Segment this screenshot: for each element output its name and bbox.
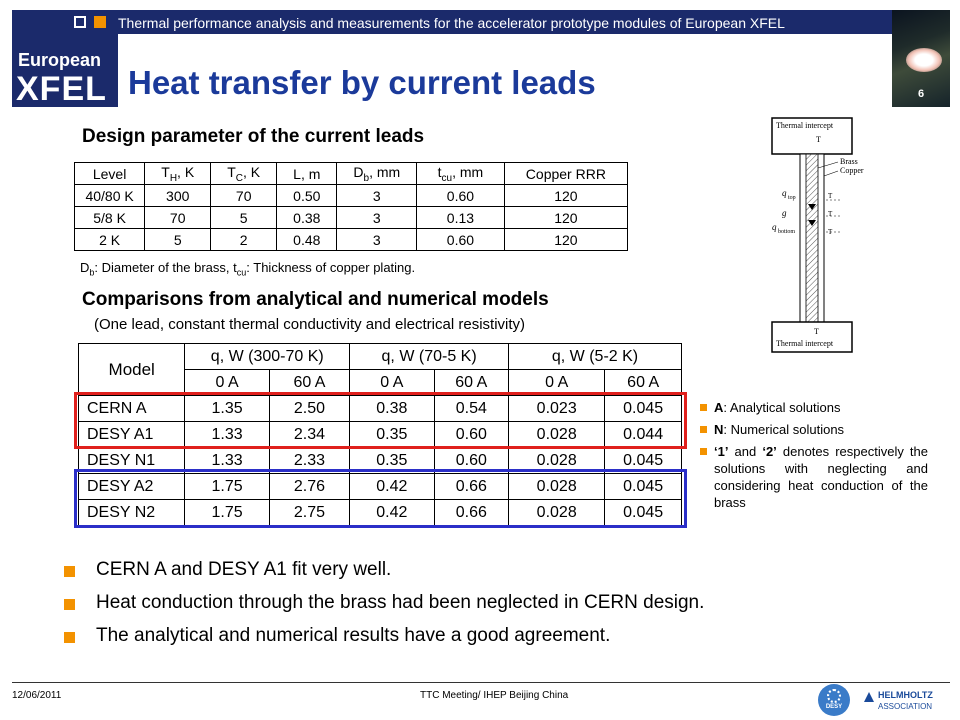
cell: 0.044 bbox=[605, 422, 682, 448]
logo-square-icon bbox=[94, 16, 106, 28]
note-text: : Diameter of the brass, t bbox=[94, 260, 237, 275]
bullet-icon bbox=[700, 426, 707, 433]
footer-divider bbox=[12, 682, 950, 683]
cell: 2.33 bbox=[269, 448, 349, 474]
cell: 0.045 bbox=[605, 396, 682, 422]
cell: 1.33 bbox=[185, 448, 269, 474]
group-header: q, W (300-70 K) bbox=[185, 344, 350, 370]
bullet-text: Heat conduction through the brass had been neglected in CERN design. bbox=[96, 592, 705, 613]
comparison-subheading: (One lead, constant thermal conductivity and electrical resistivity) bbox=[94, 316, 526, 333]
header-subtitle: Thermal performance analysis and measurements for the accelerator prototype modules of European XFEL bbox=[118, 15, 785, 31]
model-cell: DESY A2 bbox=[79, 474, 185, 500]
cell: 3 bbox=[337, 185, 417, 207]
cell: 0.35 bbox=[350, 422, 434, 448]
highlight-red-box bbox=[74, 392, 687, 449]
table-header-row bbox=[79, 344, 682, 370]
cell: 0.028 bbox=[509, 500, 605, 526]
cell: 0.50 bbox=[277, 185, 337, 207]
highlight-blue-box bbox=[74, 469, 687, 528]
note-text: denotes respectively the solutions with neglecting and considering heat conduction of the brass bbox=[714, 444, 928, 510]
q-top-sub: top bbox=[788, 195, 796, 201]
cell: 0.42 bbox=[350, 474, 434, 500]
design-heading: Design parameter of the current leads bbox=[82, 126, 425, 147]
cell: 0.13 bbox=[417, 207, 505, 229]
cell: 5 bbox=[211, 207, 277, 229]
col-rrr: Copper RRR bbox=[504, 163, 627, 185]
cell: 0.60 bbox=[417, 229, 505, 251]
current-header: 0 A bbox=[350, 370, 434, 396]
cell: 120 bbox=[504, 207, 627, 229]
cell: 0.028 bbox=[509, 474, 605, 500]
cell: 0.028 bbox=[509, 448, 605, 474]
note-text: D bbox=[80, 260, 90, 275]
side-note-n bbox=[714, 421, 928, 438]
cell: 70 bbox=[211, 185, 277, 207]
table-row bbox=[75, 207, 628, 229]
cell: 0.66 bbox=[434, 500, 508, 526]
note-key: ‘2’ bbox=[762, 444, 777, 459]
cell: 0.38 bbox=[350, 396, 434, 422]
note-text: : Numerical solutions bbox=[723, 422, 845, 437]
cell: 0.028 bbox=[509, 422, 605, 448]
comparison-heading: Comparisons from analytical and numerical models bbox=[82, 289, 549, 310]
model-header: Model bbox=[79, 344, 185, 396]
current-header: 60 A bbox=[605, 370, 682, 396]
t-label: T bbox=[828, 228, 833, 236]
cell: 3 bbox=[337, 207, 417, 229]
model-cell: DESY N1 bbox=[79, 448, 185, 474]
desy-text: DESY bbox=[825, 704, 843, 710]
note-sub: cu bbox=[236, 267, 247, 278]
bullet-icon bbox=[64, 599, 75, 610]
q-bottom-sub: bottom bbox=[778, 229, 796, 235]
bullet-icon bbox=[64, 632, 75, 643]
col-db: $D_b$, mm bbox=[337, 163, 417, 185]
cell: 1.33 bbox=[185, 422, 269, 448]
helmholtz-logo-icon bbox=[862, 690, 876, 704]
cell: 0.66 bbox=[434, 474, 508, 500]
cell: 2.76 bbox=[269, 474, 349, 500]
logo-text-xfel: XFEL bbox=[16, 70, 107, 108]
note-sub: b bbox=[89, 267, 95, 278]
current-header: 0 A bbox=[509, 370, 605, 396]
cell: 40/80 K bbox=[75, 185, 145, 207]
group-header: q, W (5-2 K) bbox=[509, 344, 682, 370]
current-header: 60 A bbox=[434, 370, 508, 396]
side-note-12 bbox=[714, 443, 928, 511]
t-top-label: T bbox=[816, 135, 821, 144]
cell: 120 bbox=[504, 185, 627, 207]
side-note-a bbox=[714, 399, 928, 416]
cell: 1.75 bbox=[185, 500, 269, 526]
bullet-text: The analytical and numerical results have a good agreement. bbox=[96, 625, 611, 646]
bullet-icon bbox=[700, 404, 707, 411]
cell: 70 bbox=[145, 207, 211, 229]
cell: 1.35 bbox=[185, 396, 269, 422]
table-header-row bbox=[75, 163, 628, 185]
desy-logo bbox=[818, 684, 850, 716]
table-row bbox=[75, 229, 628, 251]
cell: 0.60 bbox=[417, 185, 505, 207]
footer-date: 12/06/2011 bbox=[12, 690, 62, 701]
cell: 3 bbox=[337, 229, 417, 251]
cell: 0.60 bbox=[434, 448, 508, 474]
design-table bbox=[74, 162, 628, 251]
note-key: A bbox=[714, 400, 724, 415]
cell: 0.023 bbox=[509, 396, 605, 422]
cell: 120 bbox=[504, 229, 627, 251]
cell: 2.75 bbox=[269, 500, 349, 526]
bottom-intercept-label: Thermal intercept bbox=[776, 339, 834, 348]
association-text: ASSOCIATION bbox=[878, 702, 933, 711]
cell: 0.38 bbox=[277, 207, 337, 229]
desy-dots-icon bbox=[827, 689, 841, 703]
cell: 0.60 bbox=[434, 422, 508, 448]
col-tcu: $t_{cu}$, mm bbox=[417, 163, 505, 185]
model-cell: DESY N2 bbox=[79, 500, 185, 526]
cell: 5 bbox=[145, 229, 211, 251]
table-row bbox=[75, 185, 628, 207]
current-header: 60 A bbox=[269, 370, 349, 396]
top-intercept-label: Thermal intercept bbox=[776, 121, 834, 130]
model-cell: CERN A bbox=[79, 396, 185, 422]
design-note bbox=[80, 260, 415, 278]
helmholtz-text: HELMHOLTZ bbox=[878, 690, 933, 700]
cell: 0.045 bbox=[605, 474, 682, 500]
t-label: T bbox=[828, 210, 833, 218]
cell: 2.50 bbox=[269, 396, 349, 422]
t-bottom-label: T bbox=[814, 327, 819, 336]
footer-meeting: TTC Meeting/ IHEP Beijing China bbox=[420, 690, 569, 701]
page-number: 6 bbox=[917, 88, 925, 100]
cell: 0.045 bbox=[605, 500, 682, 526]
model-cell: DESY A1 bbox=[79, 422, 185, 448]
logo-text-european: European bbox=[18, 50, 102, 70]
cell: 0.35 bbox=[350, 448, 434, 474]
col-tc: $T_C$, K bbox=[211, 163, 277, 185]
logo-square-icon bbox=[74, 16, 86, 28]
q-top-label: q bbox=[782, 188, 787, 198]
col-l: L, m bbox=[277, 163, 337, 185]
cell: 5/8 K bbox=[75, 207, 145, 229]
note-text: : Thickness of copper plating. bbox=[246, 260, 416, 275]
brass-core bbox=[806, 154, 818, 322]
current-lead-diagram bbox=[770, 116, 890, 356]
bullet-icon bbox=[700, 448, 707, 455]
page-title: Heat transfer by current leads bbox=[128, 64, 596, 101]
group-header: q, W (70-5 K) bbox=[350, 344, 509, 370]
bullet-icon bbox=[64, 566, 75, 577]
note-text: : Analytical solutions bbox=[723, 400, 841, 415]
bullet-text: CERN A and DESY A1 fit very well. bbox=[96, 559, 392, 580]
t-label: T bbox=[828, 192, 833, 200]
q-bottom-label: q bbox=[772, 222, 777, 232]
col-th: $T_H$, K bbox=[145, 163, 211, 185]
cell: 2.34 bbox=[269, 422, 349, 448]
col-level: Level bbox=[75, 163, 145, 185]
cell: 0.54 bbox=[434, 396, 508, 422]
cell: 0.42 bbox=[350, 500, 434, 526]
note-text: and bbox=[734, 444, 757, 459]
note-key: N bbox=[714, 422, 724, 437]
cell: 300 bbox=[145, 185, 211, 207]
cell: 2 K bbox=[75, 229, 145, 251]
g-label: g bbox=[782, 208, 787, 218]
copper-label: Copper bbox=[840, 166, 864, 175]
brass-label: Brass bbox=[840, 157, 858, 166]
cell: 0.48 bbox=[277, 229, 337, 251]
cell: 1.75 bbox=[185, 474, 269, 500]
note-key: ‘1’ bbox=[714, 444, 729, 459]
cell: 0.045 bbox=[605, 448, 682, 474]
cell: 2 bbox=[211, 229, 277, 251]
current-header: 0 A bbox=[185, 370, 269, 396]
